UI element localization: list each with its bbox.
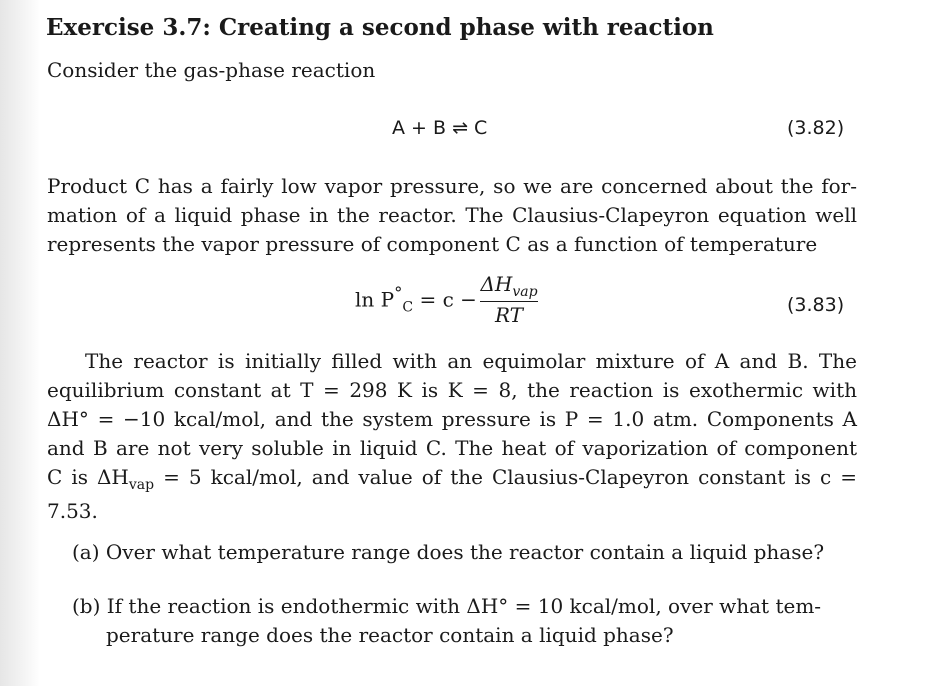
intro-text: Consider the gas-phase reaction <box>47 58 376 82</box>
paragraph-line: Product C has a fairly low vapor pressure, so we are concerned about the for- <box>47 174 857 198</box>
line-segment: C is ΔH <box>47 465 129 489</box>
paragraph-vapor-pressure <box>47 172 857 259</box>
question-part-b-line: perature range does the reactor contain a liquid phase? <box>106 623 674 647</box>
equals-constant-minus: = c − <box>413 287 477 312</box>
paragraph-line: equilibrium constant at T = 298 K is K = 8, the reaction is exothermic with <box>47 378 857 402</box>
fraction-bar <box>480 301 538 302</box>
exercise-title: Exercise 3.7: Creating a second phase with reaction <box>46 14 714 41</box>
fraction-numerator <box>480 272 538 300</box>
scan-edge-shadow <box>0 0 40 686</box>
vap-subscript: vap <box>128 477 155 493</box>
question-part-a: (a) Over what temperature range does the reactor contain a liquid phase? <box>72 540 825 564</box>
question-part-b <box>72 592 821 650</box>
equation-number-3-82: (3.82) <box>787 117 845 139</box>
equation-3-83 <box>355 272 555 336</box>
paragraph-line: ΔH° = −10 kcal/mol, and the system pressure is P = 1.0 atm. Components A <box>47 407 857 431</box>
line-segment: = 5 kcal/mol, and value of the Clausius-Clapeyron constant is c = <box>154 465 858 489</box>
fraction <box>480 272 538 327</box>
paragraph-line <box>47 463 857 500</box>
vap-subscript: vap <box>512 284 538 300</box>
question-part-b-line: (b) If the reaction is endothermic with ΔH° = 10 kcal/mol, over what tem- <box>72 594 822 618</box>
ln-p-term: ln P <box>355 287 395 312</box>
equation-3-82: A + B ⇌ C <box>392 117 488 139</box>
paragraph-line: The reactor is initially filled with an equimolar mixture of A and B. The <box>85 349 857 373</box>
component-subscript: C <box>402 299 414 316</box>
paragraph-line: 7.53. <box>47 499 98 523</box>
delta-h-term: ΔH <box>480 272 513 296</box>
paragraph-line: and B are not very soluble in liquid C. The heat of vaporization of component <box>47 436 857 460</box>
standard-state-superscript: ° <box>394 284 403 303</box>
paragraph-line: represents the vapor pressure of component C as a function of temperature <box>47 232 818 256</box>
paragraph-reactor-conditions <box>47 347 857 522</box>
paragraph-line: mation of a liquid phase in the reactor. The Clausius-Clapeyron equation well <box>47 203 857 227</box>
equation-number-3-83: (3.83) <box>787 294 845 316</box>
equation-lhs <box>355 284 477 316</box>
fraction-denominator: RT <box>494 303 524 327</box>
